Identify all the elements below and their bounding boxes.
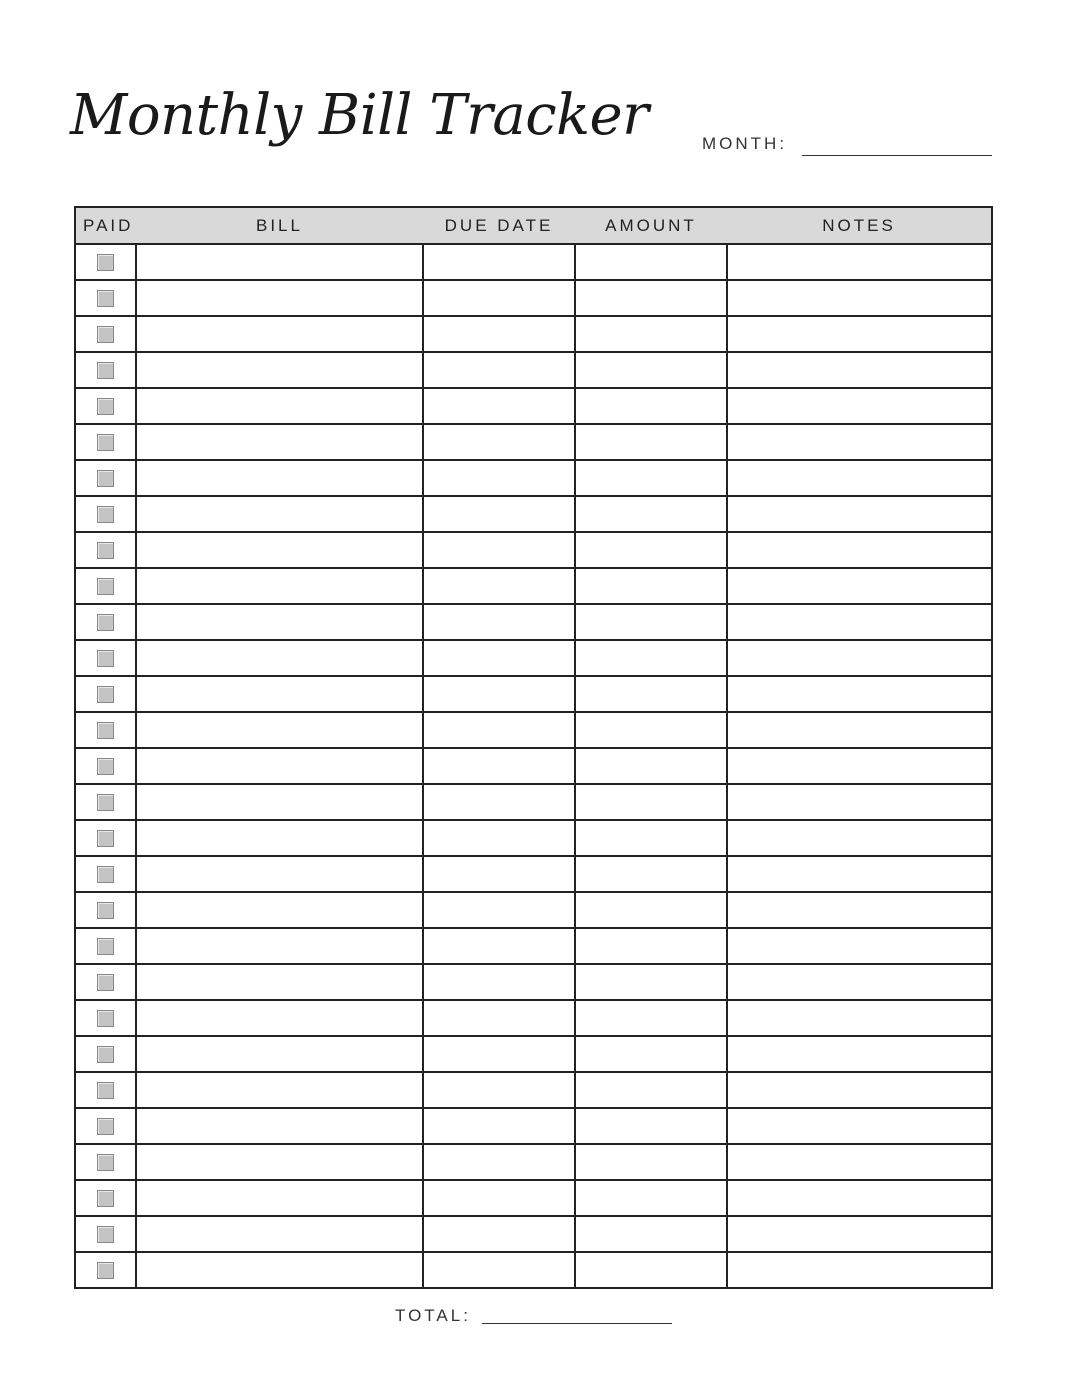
bill-cell[interactable]: [136, 568, 423, 604]
notes-cell[interactable]: [727, 496, 992, 532]
due-date-cell[interactable]: [423, 964, 575, 1000]
notes-cell[interactable]: [727, 820, 992, 856]
paid-cell: [75, 568, 136, 604]
paid-cell: [75, 892, 136, 928]
bill-cell[interactable]: [136, 856, 423, 892]
amount-cell[interactable]: [575, 352, 727, 388]
paid-cell: [75, 1036, 136, 1072]
table-row: [75, 1036, 992, 1072]
bill-cell[interactable]: [136, 604, 423, 640]
table-row: [75, 676, 992, 712]
due-date-cell[interactable]: [423, 532, 575, 568]
amount-cell[interactable]: [575, 640, 727, 676]
amount-cell[interactable]: [575, 1072, 727, 1108]
bill-table: [74, 206, 993, 1289]
notes-cell[interactable]: [727, 532, 992, 568]
due-date-cell[interactable]: [423, 784, 575, 820]
notes-cell[interactable]: [727, 1180, 992, 1216]
notes-cell[interactable]: [727, 712, 992, 748]
paid-cell: [75, 856, 136, 892]
due-date-cell[interactable]: [423, 1108, 575, 1144]
table-row: [75, 820, 992, 856]
notes-cell[interactable]: [727, 604, 992, 640]
column-header-due-date: DUE DATE: [423, 207, 575, 244]
column-header-bill: BILL: [136, 207, 423, 244]
due-date-cell[interactable]: [423, 460, 575, 496]
bill-cell[interactable]: [136, 928, 423, 964]
table-row: [75, 856, 992, 892]
checkbox-icon[interactable]: [97, 830, 114, 847]
amount-cell[interactable]: [575, 1144, 727, 1180]
due-date-cell[interactable]: [423, 892, 575, 928]
due-date-cell[interactable]: [423, 388, 575, 424]
amount-cell[interactable]: [575, 604, 727, 640]
table-row: [75, 1180, 992, 1216]
table-row: [75, 1252, 992, 1288]
bill-cell[interactable]: [136, 784, 423, 820]
due-date-cell[interactable]: [423, 496, 575, 532]
checkbox-icon[interactable]: [97, 1010, 114, 1027]
amount-cell[interactable]: [575, 964, 727, 1000]
bill-cell[interactable]: [136, 1144, 423, 1180]
bill-cell[interactable]: [136, 892, 423, 928]
notes-cell[interactable]: [727, 1036, 992, 1072]
table-row: [75, 568, 992, 604]
checkbox-icon[interactable]: [97, 758, 114, 775]
total-label: TOTAL:: [395, 1306, 471, 1325]
notes-cell[interactable]: [727, 280, 992, 316]
paid-cell: [75, 748, 136, 784]
notes-cell[interactable]: [727, 568, 992, 604]
table-row: [75, 352, 992, 388]
checkbox-icon[interactable]: [97, 650, 114, 667]
notes-cell[interactable]: [727, 1216, 992, 1252]
month-field[interactable]: [802, 155, 992, 156]
bill-cell[interactable]: [136, 1036, 423, 1072]
amount-cell[interactable]: [575, 424, 727, 460]
checkbox-icon[interactable]: [97, 722, 114, 739]
notes-cell[interactable]: [727, 1144, 992, 1180]
due-date-cell[interactable]: [423, 244, 575, 280]
checkbox-icon[interactable]: [97, 902, 114, 919]
due-date-cell[interactable]: [423, 280, 575, 316]
amount-cell[interactable]: [575, 1000, 727, 1036]
paid-cell: [75, 1072, 136, 1108]
paid-cell: [75, 1144, 136, 1180]
paid-cell: [75, 964, 136, 1000]
due-date-cell[interactable]: [423, 1180, 575, 1216]
table-row: [75, 388, 992, 424]
table-row: [75, 1000, 992, 1036]
table-row: [75, 316, 992, 352]
checkbox-icon[interactable]: [97, 1082, 114, 1099]
table-row: [75, 244, 992, 280]
table-row: [75, 928, 992, 964]
amount-cell[interactable]: [575, 712, 727, 748]
checkbox-icon[interactable]: [97, 686, 114, 703]
table-row: [75, 1108, 992, 1144]
checkbox-icon[interactable]: [97, 1154, 114, 1171]
bill-cell[interactable]: [136, 1000, 423, 1036]
table-row: [75, 424, 992, 460]
checkbox-icon[interactable]: [97, 614, 114, 631]
notes-cell[interactable]: [727, 244, 992, 280]
paid-cell: [75, 424, 136, 460]
bill-cell[interactable]: [136, 244, 423, 280]
paid-cell: [75, 1108, 136, 1144]
checkbox-icon[interactable]: [97, 542, 114, 559]
table-header-row: [75, 207, 992, 244]
table-row: [75, 712, 992, 748]
paid-cell: [75, 820, 136, 856]
checkbox-icon[interactable]: [97, 506, 114, 523]
notes-cell[interactable]: [727, 1252, 992, 1288]
bill-cell[interactable]: [136, 1216, 423, 1252]
amount-cell[interactable]: [575, 532, 727, 568]
bill-cell[interactable]: [136, 640, 423, 676]
due-date-cell[interactable]: [423, 676, 575, 712]
checkbox-icon[interactable]: [97, 1118, 114, 1135]
bill-cell[interactable]: [136, 712, 423, 748]
amount-cell[interactable]: [575, 244, 727, 280]
column-header-paid: PAID: [75, 207, 136, 244]
table-row: [75, 1072, 992, 1108]
notes-cell[interactable]: [727, 424, 992, 460]
notes-cell[interactable]: [727, 1000, 992, 1036]
table-row: [75, 784, 992, 820]
notes-cell[interactable]: [727, 316, 992, 352]
due-date-cell[interactable]: [423, 604, 575, 640]
bill-cell[interactable]: [136, 1108, 423, 1144]
amount-cell[interactable]: [575, 676, 727, 712]
notes-cell[interactable]: [727, 964, 992, 1000]
notes-cell[interactable]: [727, 856, 992, 892]
notes-cell[interactable]: [727, 1108, 992, 1144]
month-label: MONTH:: [702, 134, 788, 153]
amount-cell[interactable]: [575, 568, 727, 604]
due-date-cell[interactable]: [423, 1144, 575, 1180]
paid-cell: [75, 280, 136, 316]
amount-cell[interactable]: [575, 316, 727, 352]
checkbox-icon[interactable]: [97, 794, 114, 811]
bill-cell[interactable]: [136, 820, 423, 856]
amount-cell[interactable]: [575, 1108, 727, 1144]
notes-cell[interactable]: [727, 892, 992, 928]
paid-cell: [75, 676, 136, 712]
amount-cell[interactable]: [575, 1180, 727, 1216]
checkbox-icon[interactable]: [97, 974, 114, 991]
paid-cell: [75, 1216, 136, 1252]
checkbox-icon[interactable]: [97, 326, 114, 343]
due-date-cell[interactable]: [423, 1072, 575, 1108]
checkbox-icon[interactable]: [97, 254, 114, 271]
table-row: [75, 640, 992, 676]
amount-cell[interactable]: [575, 892, 727, 928]
checkbox-icon[interactable]: [97, 1262, 114, 1279]
checkbox-icon[interactable]: [97, 1226, 114, 1243]
paid-cell: [75, 1000, 136, 1036]
notes-cell[interactable]: [727, 676, 992, 712]
bill-cell[interactable]: [136, 316, 423, 352]
paid-cell: [75, 496, 136, 532]
bill-cell[interactable]: [136, 676, 423, 712]
checkbox-icon[interactable]: [97, 1046, 114, 1063]
notes-cell[interactable]: [727, 1072, 992, 1108]
paid-cell: [75, 316, 136, 352]
checkbox-icon[interactable]: [97, 362, 114, 379]
table-body: [75, 244, 992, 1288]
amount-cell[interactable]: [575, 1036, 727, 1072]
paid-cell: [75, 1180, 136, 1216]
amount-cell[interactable]: [575, 784, 727, 820]
table-row: [75, 604, 992, 640]
paid-cell: [75, 244, 136, 280]
bill-cell[interactable]: [136, 532, 423, 568]
amount-cell[interactable]: [575, 928, 727, 964]
checkbox-icon[interactable]: [97, 578, 114, 595]
due-date-cell[interactable]: [423, 928, 575, 964]
paid-cell: [75, 712, 136, 748]
bill-cell[interactable]: [136, 748, 423, 784]
due-date-cell[interactable]: [423, 424, 575, 460]
paid-cell: [75, 532, 136, 568]
amount-cell[interactable]: [575, 1252, 727, 1288]
due-date-cell[interactable]: [423, 1000, 575, 1036]
checkbox-icon[interactable]: [97, 938, 114, 955]
bill-cell[interactable]: [136, 388, 423, 424]
column-header-notes: NOTES: [727, 207, 992, 244]
bill-cell[interactable]: [136, 1180, 423, 1216]
paid-cell: [75, 460, 136, 496]
due-date-cell[interactable]: [423, 712, 575, 748]
checkbox-icon[interactable]: [97, 470, 114, 487]
checkbox-icon[interactable]: [97, 434, 114, 451]
table-row: [75, 532, 992, 568]
bill-cell[interactable]: [136, 424, 423, 460]
due-date-cell[interactable]: [423, 1216, 575, 1252]
due-date-cell[interactable]: [423, 1036, 575, 1072]
table-row: [75, 748, 992, 784]
table-row: [75, 1216, 992, 1252]
notes-cell[interactable]: [727, 352, 992, 388]
due-date-cell[interactable]: [423, 640, 575, 676]
paid-cell: [75, 640, 136, 676]
due-date-cell[interactable]: [423, 316, 575, 352]
total-field[interactable]: [482, 1323, 672, 1324]
bill-cell[interactable]: [136, 1072, 423, 1108]
bill-cell[interactable]: [136, 352, 423, 388]
paid-cell: [75, 352, 136, 388]
bill-cell[interactable]: [136, 460, 423, 496]
table-row: [75, 964, 992, 1000]
bill-cell[interactable]: [136, 964, 423, 1000]
paid-cell: [75, 928, 136, 964]
bill-cell[interactable]: [136, 1252, 423, 1288]
column-header-amount: AMOUNT: [575, 207, 727, 244]
paid-cell: [75, 1252, 136, 1288]
paid-cell: [75, 604, 136, 640]
bill-cell[interactable]: [136, 280, 423, 316]
amount-cell[interactable]: [575, 1216, 727, 1252]
amount-cell[interactable]: [575, 280, 727, 316]
due-date-cell[interactable]: [423, 568, 575, 604]
notes-cell[interactable]: [727, 784, 992, 820]
table-row: [75, 280, 992, 316]
page-title: Monthly Bill Tracker: [70, 83, 649, 148]
amount-cell[interactable]: [575, 856, 727, 892]
notes-cell[interactable]: [727, 748, 992, 784]
due-date-cell[interactable]: [423, 1252, 575, 1288]
amount-cell[interactable]: [575, 388, 727, 424]
checkbox-icon[interactable]: [97, 398, 114, 415]
notes-cell[interactable]: [727, 460, 992, 496]
table-row: [75, 892, 992, 928]
checkbox-icon[interactable]: [97, 866, 114, 883]
paid-cell: [75, 784, 136, 820]
amount-cell[interactable]: [575, 820, 727, 856]
amount-cell[interactable]: [575, 460, 727, 496]
paid-cell: [75, 388, 136, 424]
notes-cell[interactable]: [727, 388, 992, 424]
table-row: [75, 1144, 992, 1180]
amount-cell[interactable]: [575, 748, 727, 784]
bill-cell[interactable]: [136, 496, 423, 532]
table-row: [75, 496, 992, 532]
checkbox-icon[interactable]: [97, 1190, 114, 1207]
due-date-cell[interactable]: [423, 856, 575, 892]
table-row: [75, 460, 992, 496]
checkbox-icon[interactable]: [97, 290, 114, 307]
notes-cell[interactable]: [727, 928, 992, 964]
due-date-cell[interactable]: [423, 748, 575, 784]
amount-cell[interactable]: [575, 496, 727, 532]
due-date-cell[interactable]: [423, 352, 575, 388]
notes-cell[interactable]: [727, 640, 992, 676]
due-date-cell[interactable]: [423, 820, 575, 856]
